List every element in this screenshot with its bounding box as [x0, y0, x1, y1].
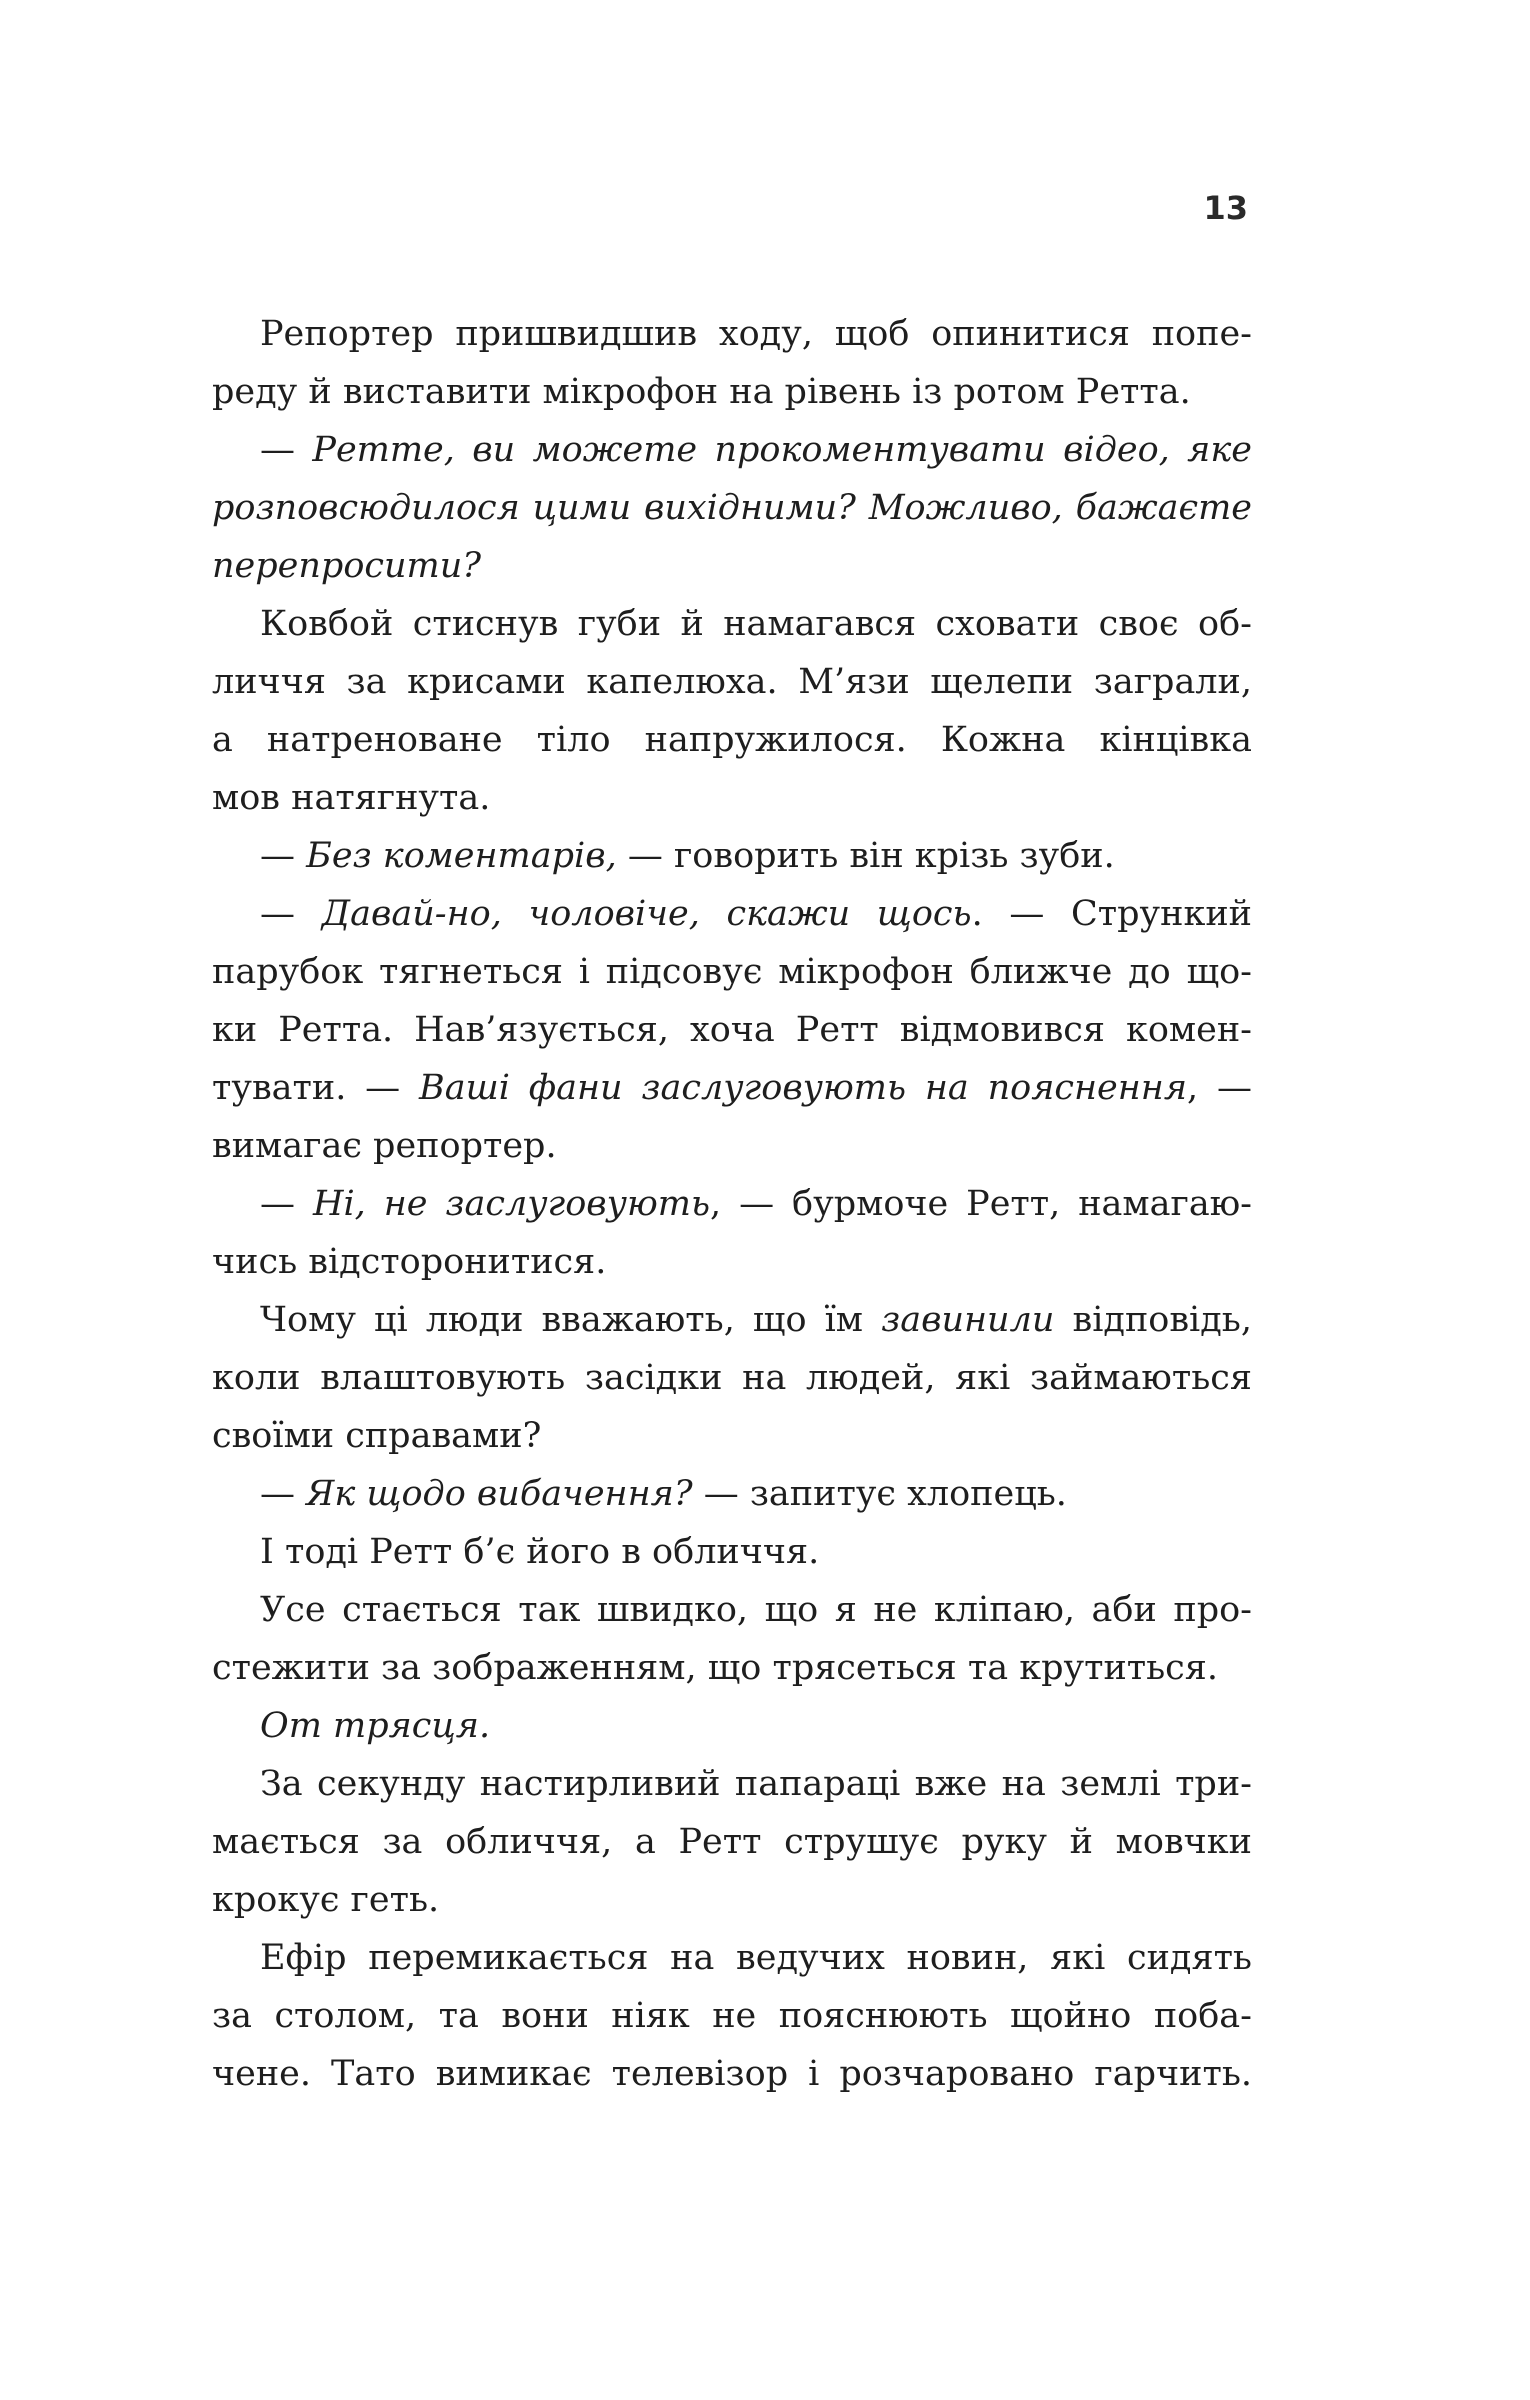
text-line [212, 421, 1252, 479]
text-segment: парубок тягнеться і підсовує мікрофон ближче до що- [212, 952, 1252, 992]
text-segment: коли влаштовують засідки на людей, які займаються [212, 1358, 1252, 1398]
text-line [212, 827, 1252, 885]
text-segment: крокує геть. [212, 1880, 440, 1920]
italic-text: Без коментарів, [306, 836, 617, 876]
text-line [212, 1233, 1252, 1291]
italic-text: завинили [881, 1300, 1055, 1340]
text-line [212, 479, 1252, 537]
text-segment: — [260, 430, 313, 470]
text-segment: чись відсторонитися. [212, 1242, 607, 1282]
text-line [212, 1639, 1252, 1697]
text-segment: тувати. — [212, 1068, 419, 1108]
text-segment: личчя за крисами капелюха. М’язи щелепи заграли, [212, 662, 1252, 702]
text-segment: а натреноване тіло напружилося. Кожна кінцівка [212, 720, 1252, 760]
text-line [212, 1987, 1252, 2045]
text-segment: За секунду настирливий папараці вже на землі три- [260, 1764, 1252, 1804]
text-line [212, 305, 1252, 363]
text-line [212, 1697, 1252, 1755]
text-line [212, 885, 1252, 943]
text-line [212, 537, 1252, 595]
text-segment: — [260, 894, 322, 934]
italic-text: перепросити? [212, 546, 482, 586]
text-line [212, 711, 1252, 769]
text-segment: , — бурмоче Ретт, намагаю- [710, 1184, 1252, 1224]
text-segment: своїми справами? [212, 1416, 542, 1456]
text-line [212, 1407, 1252, 1465]
text-segment: — говорить він крізь зуби. [616, 836, 1115, 876]
text-segment: мається за обличчя, а Ретт струшує руку й мовчки [212, 1822, 1252, 1862]
text-line [212, 769, 1252, 827]
text-line [212, 1465, 1252, 1523]
text-line [212, 1001, 1252, 1059]
text-segment: — [260, 1474, 307, 1514]
text-line [212, 1813, 1252, 1871]
text-segment: Ковбой стиснув губи й намагався сховати своє об- [260, 604, 1252, 644]
text-line [212, 1581, 1252, 1639]
text-line [212, 1755, 1252, 1813]
text-line [212, 653, 1252, 711]
page-number: 13 [1203, 189, 1248, 227]
text-segment: вимагає репортер. [212, 1126, 557, 1166]
text-segment: І тоді Ретт б’є його в обличчя. [260, 1532, 820, 1572]
text-line [212, 1291, 1252, 1349]
text-line [212, 1059, 1252, 1117]
text-line [212, 943, 1252, 1001]
text-segment: — запитує хлопець. [692, 1474, 1067, 1514]
text-segment: за столом, та вони ніяк не пояснюють щойно поба- [212, 1996, 1252, 2036]
text-segment: Ефір перемикається на ведучих новин, які сидять [260, 1938, 1252, 1978]
text-segment: Чому ці люди вважають, що їм [260, 1300, 882, 1340]
italic-text: розповсюдилося цими вихідними? Можливо, бажаєте [212, 488, 1252, 528]
text-line [212, 1523, 1252, 1581]
text-segment: . — Стрункий [971, 894, 1252, 934]
italic-text: От трясця. [260, 1706, 491, 1746]
text-segment: Репортер пришвидшив ходу, щоб опинитися попе- [260, 314, 1252, 354]
text-line [212, 1349, 1252, 1407]
text-line [212, 1175, 1252, 1233]
text-line [212, 1929, 1252, 1987]
italic-text: Ретте, ви можете прокоментувати відео, яке [312, 430, 1252, 470]
italic-text: Ваші фани заслуговують на пояснення [418, 1068, 1188, 1108]
text-segment: — [260, 1184, 313, 1224]
text-segment: мов натягнута. [212, 778, 491, 818]
italic-text: Ні, не заслуговують [312, 1184, 711, 1224]
text-line [212, 1117, 1252, 1175]
text-segment: стежити за зображенням, що трясеться та крутиться. [212, 1648, 1218, 1688]
text-line [212, 363, 1252, 421]
text-line [212, 595, 1252, 653]
text-segment: відповідь, [1054, 1300, 1252, 1340]
text-segment: , — [1187, 1068, 1252, 1108]
text-segment: ки Ретта. Нав’язується, хоча Ретт відмовився комен- [212, 1010, 1252, 1050]
italic-text: Як щодо вибачення? [306, 1474, 693, 1514]
text-line [212, 2045, 1252, 2103]
text-segment: Усе стається так швидко, що я не кліпаю, аби про- [260, 1590, 1252, 1630]
italic-text: Давай-но, чоловіче, скажи щось [321, 894, 972, 934]
body-text [212, 305, 1252, 2103]
text-segment: — [260, 836, 307, 876]
text-line [212, 1871, 1252, 1929]
text-segment: реду й виставити мікрофон на рівень із ротом Ретта. [212, 372, 1191, 412]
text-segment: чене. Тато вимикає телевізор і розчаровано гарчить. [212, 2054, 1252, 2094]
